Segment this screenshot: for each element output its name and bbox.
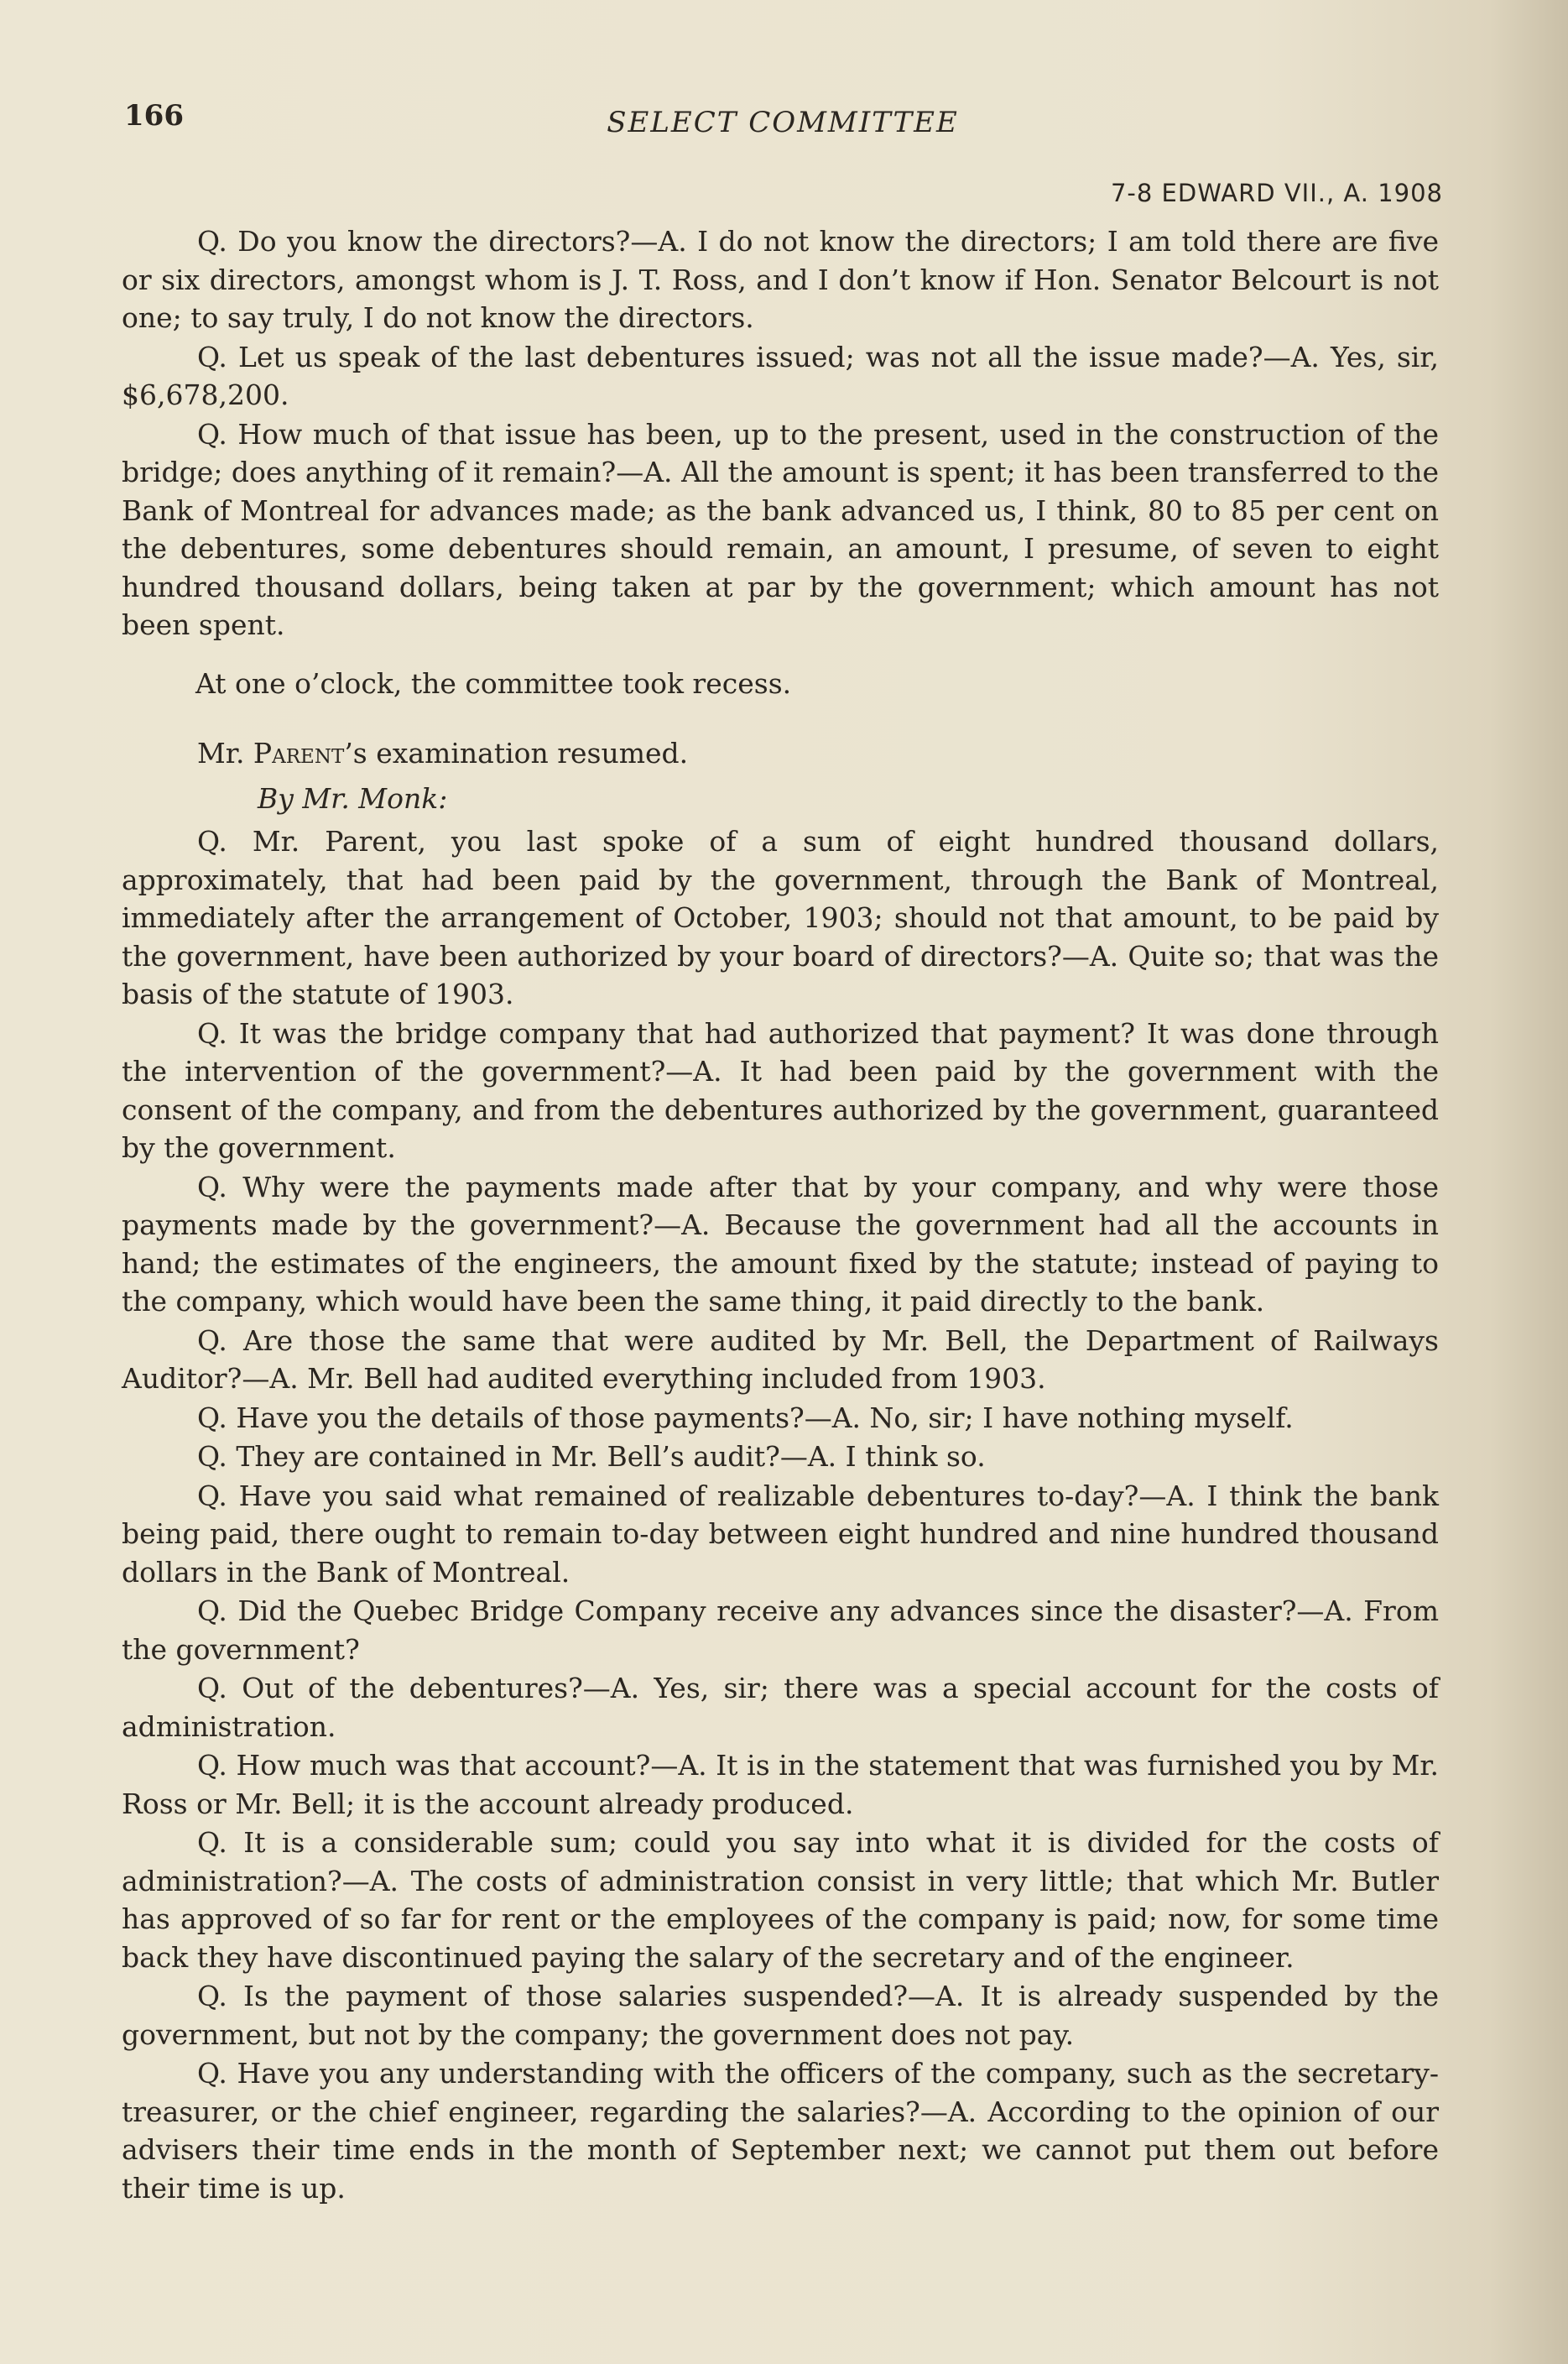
resumed-prefix: Mr.: [197, 737, 253, 770]
qa-paragraph: Q. Did the Quebec Bridge Company receive any advances since the disaster?—A. From the government?: [122, 1594, 1439, 1666]
qa-paragraph: Q. Have you any understanding with the officers of the company, such as the secretary-treasurer, or the chief engineer, regarding the salaries?—A. According to the opinion of our advisers their time ends in the month of September next; we cannot put them out before their time is up.: [122, 2057, 1439, 2205]
qa-paragraph: Q. Let us speak of the last debentures issued; was not all the issue made?—A. Yes, sir, $6,678,200.: [122, 340, 1439, 411]
document-body: [122, 222, 1439, 2208]
qa-paragraph: Q. It was the bridge company that had authorized that payment? It was done through the intervention of the government?—A. It had been paid by the government with the consent of the company, and from the debentures authorized by the government, guaranteed by the government.: [122, 1016, 1439, 1164]
session-label: 7-8 EDWARD VII., A. 1908: [1110, 179, 1443, 207]
qa-paragraph: Q. Is the payment of those salaries suspended?—A. It is already suspended by the government, but not by the company; the government does not pay.: [122, 1980, 1439, 2051]
qa-paragraph: Q. They are contained in Mr. Bell’s audit?—A. I think so.: [197, 1440, 986, 1473]
qa-paragraph: Q. How much was that account?—A. It is in the statement that was furnished you by Mr. Ross or Mr. Bell; it is the account already produced.: [122, 1749, 1439, 1820]
qa-paragraph: Q. Do you know the directors?—A. I do not know the directors; I am told there are five or six directors, amongst whom is J. T. Ross, and I don’t know if Hon. Senator Belcourt is not one; to say truly, I do not know the directors.: [122, 225, 1439, 334]
witness-name: Parent: [253, 737, 345, 770]
examination-resumed-note: [122, 734, 1439, 773]
page-header: [124, 99, 1441, 149]
running-title: SELECT COMMITTEE: [607, 106, 959, 139]
qa-paragraph: Q. Have you said what remained of realizable debentures to-day?—A. I think the bank being paid, there ought to remain to-day between eight hundred and nine hundred thousand dollars in the Bank of Montreal.: [122, 1479, 1439, 1589]
recess-note: At one o’clock, the committee took recess.: [195, 666, 792, 700]
qa-paragraph: Q. Have you the details of those payments?—A. No, sir; I have nothing myself.: [197, 1401, 1294, 1434]
qa-paragraph: Q. Why were the payments made after that by your company, and why were those payments made by the government?—A. Because the government had all the accounts in hand; the estimates of the engineers, the amount fixed by the statute; instead of paying to the company, which would have been the same thing, it paid directly to the bank.: [122, 1170, 1439, 1318]
qa-paragraph: Q. Out of the debentures?—A. Yes, sir; there was a special account for the costs of administration.: [122, 1672, 1439, 1743]
page-number: 166: [124, 99, 184, 133]
qa-paragraph: Q. How much of that issue has been, up to the present, used in the construction of the bridge; does anything of it remain?—A. All the amount is spent; it has been transferred to the Bank of Montreal for advances made; as the bank advanced us, I think, 80 to 85 per cent on the debentures, some debentures should remain, an amount, I presume, of seven to eight hundred thousand dollars, being taken at par by the government; which amount has not been spent.: [122, 417, 1439, 641]
qa-paragraph: Q. It is a considerable sum; could you say into what it is divided for the costs of administration?—A. The costs of administration consist in very little; that which Mr. Butler has approved of so far for rent or the employees of the company is paid; now, for some time back they have discontinued paying the salary of the secretary and of the engineer.: [122, 1826, 1439, 1974]
qa-paragraph: Q. Mr. Parent, you last spoke of a sum of eight hundred thousand dollars, approximately, that had been paid by the government, through the Bank of Montreal, immediately after the arrangement of October, 1903; should not that amount, to be paid by the government, have been authorized by your board of directors?—A. Quite so; that was the basis of the statute of 1903.: [122, 825, 1439, 1010]
resumed-suffix: ’s examination resumed.: [344, 737, 689, 770]
examiner-heading: By Mr. Monk:: [258, 781, 448, 815]
qa-paragraph: Q. Are those the same that were audited by Mr. Bell, the Department of Railways Auditor?—A. Mr. Bell had audited everything included from 1903.: [122, 1323, 1439, 1395]
